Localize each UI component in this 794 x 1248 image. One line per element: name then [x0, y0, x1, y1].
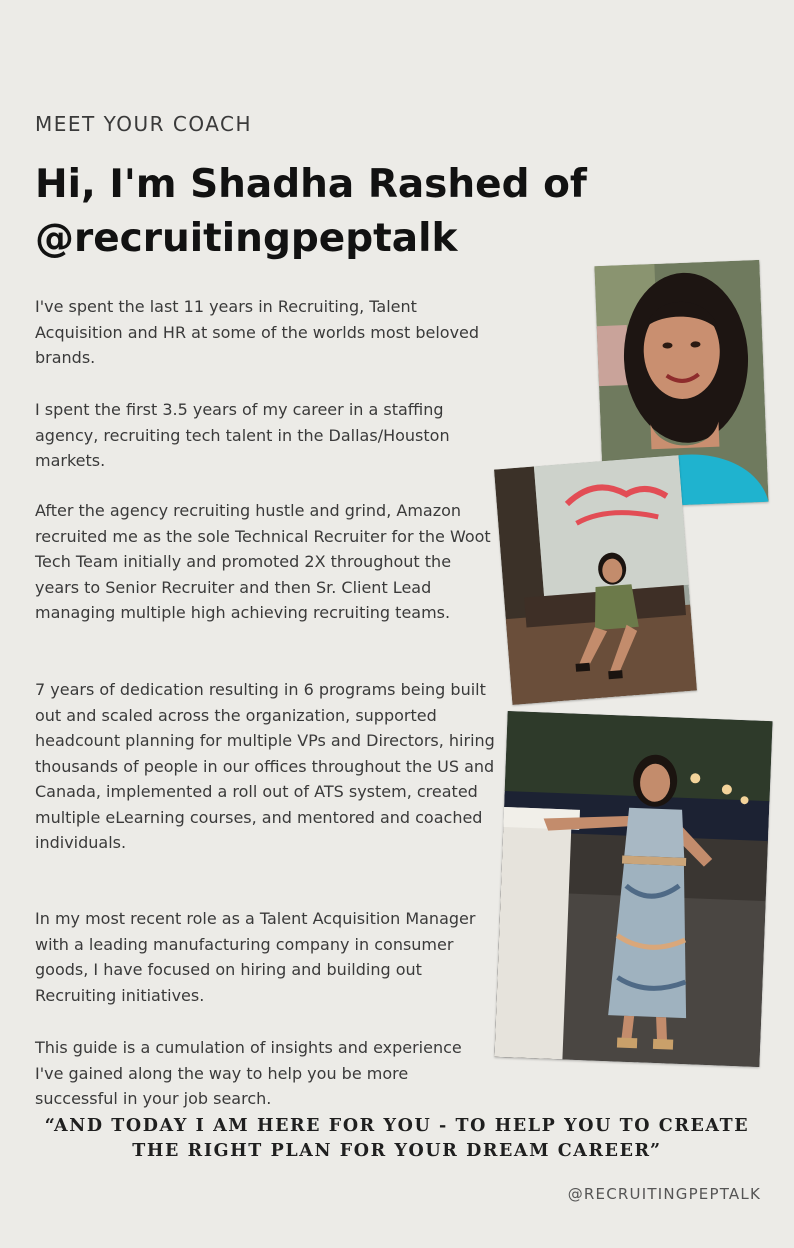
bio-paragraph: I spent the first 3.5 years of my career in a staffing agency, recruiting tech talent in the Dallas/Houston markets.	[35, 400, 450, 470]
bio-paragraph: I've spent the last 11 years in Recruiting, Talent Acquisition and HR at some of the worlds most beloved brands.	[35, 297, 480, 367]
eyebrow-label: MEET YOUR COACH	[35, 112, 253, 136]
seated-photo	[494, 455, 697, 705]
social-handle: @RECRUITINGPEPTALK	[567, 1185, 761, 1203]
bio-paragraph: This guide is a cumulation of insights and experience I've gained along the way to help you be more successful in your job search.	[35, 1038, 462, 1108]
bio-paragraph: After the agency recruiting hustle and grind, Amazon recruited me as the sole Technical Recruiter for the Woot Tech Team initially and promoted 2X throughout the years to Senior Recruiter and then Sr. Client Lead managing multiple high achieving recruiting teams.	[35, 501, 491, 622]
bio-paragraph: In my most recent role as a Talent Acquisition Manager with a leading manufacturing company in consumer goods, I have focused on hiring and building out Recruiting initiatives.	[35, 909, 476, 1005]
bio-paragraph: 7 years of dedication resulting in 6 programs being built out and scaled across the organization, supported headcount planning for multiple VPs and Directors, hiring thousands of people in our offices throughout the US and Canada, implemented a roll out of ATS system, created multiple eLearning courses, and mentored and coached individuals.	[35, 680, 495, 852]
page-title: Hi, I'm Shadha Rashed of @recruitingpeptalk	[35, 162, 587, 261]
standing-photo	[494, 711, 772, 1067]
closing-quote: “AND TODAY I AM HERE FOR YOU - TO HELP YOU TO CREATE THE RIGHT PLAN FOR YOUR DREAM CAREER”	[44, 1116, 750, 1161]
